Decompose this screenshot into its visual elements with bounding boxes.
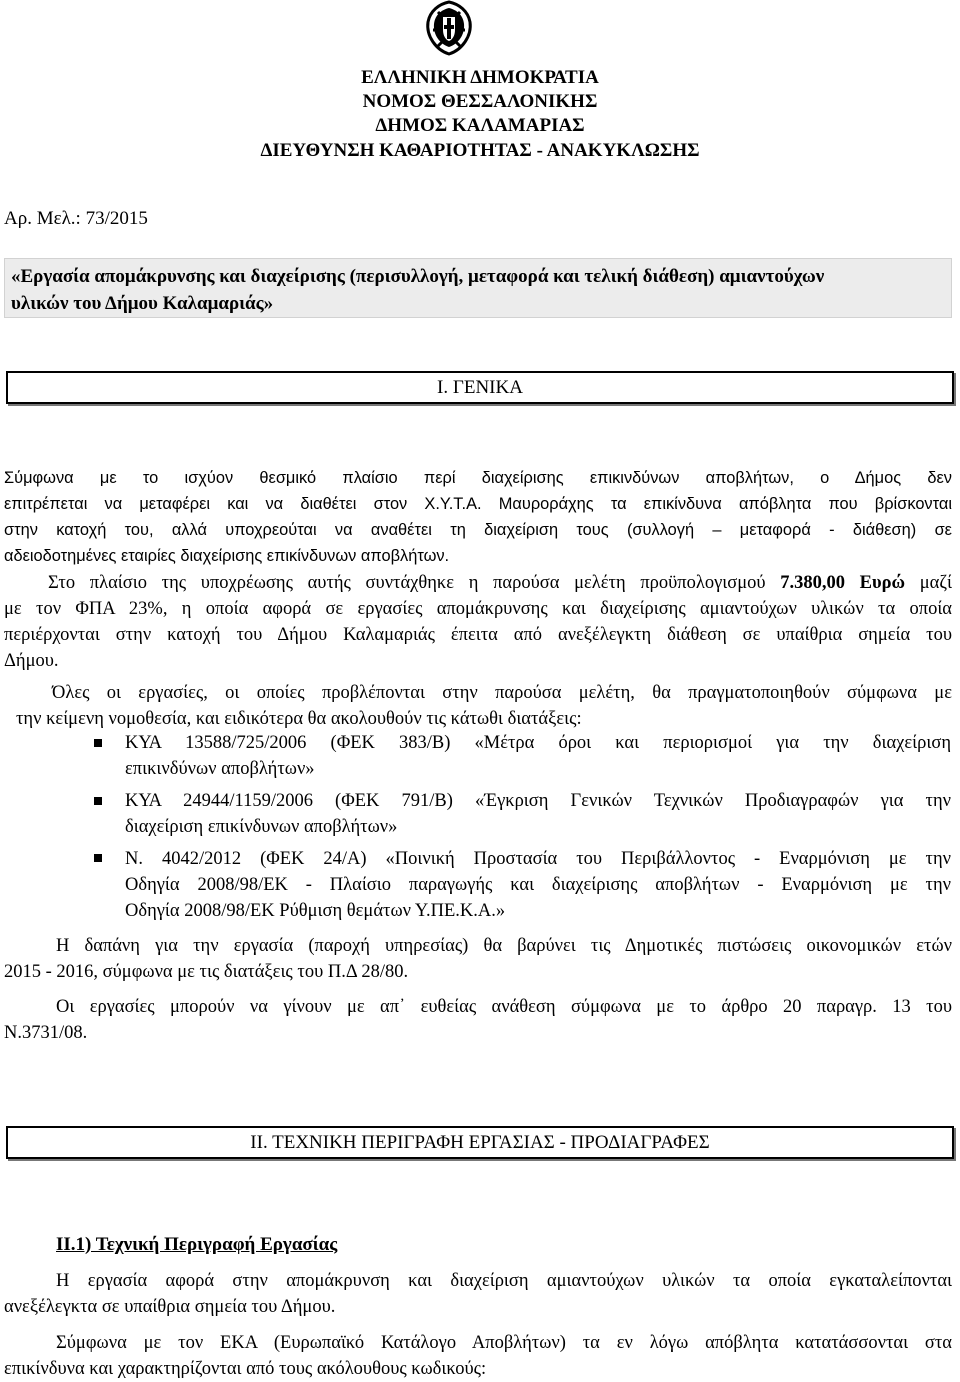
legislation-item-1-line-1: ΚΥΑ 13588/725/2006 (ΦΕΚ 383/Β) «Μέτρα όροι και περιορισμοί για την διαχείριση [125, 733, 951, 753]
s1p4-line-2: 2015 - 2016, σύμφωνα με τις διατάξεις του Π.Δ 28/80. [4, 962, 409, 982]
s1p5-line-2: Ν.3731/08. [4, 1023, 88, 1043]
header-line-4: ΔΙΕΥΘΥΝΣΗ ΚΑΘΑΡΙΟΤΗΤΑΣ - ΑΝΑΚΥΚΛΩΣΗΣ [260, 140, 700, 161]
s2p2-line-2: επικίνδυνα και χαρακτηρίζονται από τους ακόλουθους κωδικούς: [4, 1359, 487, 1379]
bullet-square-icon [94, 854, 102, 862]
section-1-paragraph-4 [4, 933, 952, 985]
s1p1-line-3: στην κατοχή του, αλλά υποχρεούται να αναθέτει τη διαχείριση τους (συλλογή – μεταφορά - διάθεση) σε [4, 521, 952, 539]
s2p2-line-1: Σύμφωνα με τον ΕΚΑ (Ευρωπαϊκό Κατάλογο Αποβλήτων) τα εν λόγω απόβλητα κατατάσσονται στα [56, 1333, 952, 1353]
document-title-box [4, 258, 952, 318]
section-2-paragraph-2 [4, 1330, 952, 1382]
legislation-item-1-line-2: επικινδύνων αποβλήτων» [125, 759, 315, 779]
s1p2-line-2: με τον ΦΠΑ 23%, η οποία αφορά σε εργασίες απομάκρυνσης και διαχείρισης αμιαντούχων υλικών τα οποία [4, 599, 952, 619]
s1p3-line-2: την κείμενη νομοθεσία, και ειδικότερα θα ακολουθούν τις κάτωθι διατάξεις: [16, 709, 582, 729]
s1p4-line-1: Η δαπάνη για την εργασία (παροχή υπηρεσίας) θα βαρύνει τις Δημοτικές πιστώσεις οικονομικών ετών [56, 936, 952, 956]
legislation-item-1 [125, 730, 951, 782]
legislation-item-3-line-3: Οδηγία 2008/98/ΕΚ Ρύθμιση θεμάτων Υ.ΠΕ.Κ.Α.» [125, 901, 506, 921]
bullet-square-icon [94, 739, 102, 747]
legislation-item-2-line-2: διαχείριση επικίνδυνων αποβλήτων» [125, 817, 398, 837]
legislation-item-3 [125, 846, 951, 924]
section-2-subheading: ΙΙ.1) Τεχνική Περιγραφή Εργασίας [56, 1234, 338, 1255]
s1p2-line-1 [4, 570, 952, 596]
legislation-item-3-line-2: Οδηγία 2008/98/ΕΚ - Πλαίσιο παραγωγής και διαχείρισης αποβλήτων - Εναρμόνιση με την [125, 875, 951, 895]
document-title-line-2: υλικών του Δήμου Καλαμαριάς» [11, 293, 274, 314]
header-line-3: ΔΗΜΟΣ ΚΑΛΑΜΑΡΙΑΣ [375, 115, 585, 136]
document-title-line-1: «Εργασία απομάκρυνσης και διαχείρισης (περισυλλογή, μεταφορά και τελική διάθεση) αμιαντούχων [11, 266, 825, 287]
legislation-item-3-line-1: Ν. 4042/2012 (ΦΕΚ 24/Α) «Ποινική Προστασία του Περιβάλλοντος - Εναρμόνιση με την [125, 849, 951, 869]
s1p2-line-3: περιέρχονται στην κατοχή του Δήμου Καλαμαριάς έπειτα από ανεξέλεγκτη διάθεση σε υπαίθρια σημεία του [4, 625, 952, 645]
s1p3-line-1: Όλες οι εργασίες, οι οποίες προβλέπονται στην παρούσα μελέτη, θα πραγματοποιηθούν σύμφωνα με [52, 683, 952, 703]
s1p2-line-4: Δήμου. [4, 651, 59, 671]
s2p1-line-1: Η εργασία αφορά στην απομάκρυνση και διαχείριση αμιαντούχων υλικών τα οποία εγκαταλείπονται [56, 1271, 952, 1291]
section-1-paragraph-3 [16, 680, 952, 732]
s1p1-line-2: επιτρέπεται να μεταφέρει και να διαθέτει στον Χ.Υ.Τ.Α. Μαυροράχης τα επικίνδυνα απόβλητα που βρίσκονται [4, 495, 952, 513]
s1p1-line-1: Σύμφωνα με το ισχύον θεσμικό πλαίσιο περί διαχείρισης επικινδύνων αποβλήτων, ο Δήμος δεν [4, 469, 952, 487]
section-1-paragraph-5 [4, 994, 952, 1046]
legislation-item-2 [125, 788, 951, 840]
s1p1-line-4: αδειοδοτημένες εταιρίες διαχείρισης επικίνδυνων αποβλήτων. [4, 547, 450, 565]
header-line-1: ΕΛΛΗΝΙΚΗ ΔΗΜΟΚΡΑΤΙΑ [361, 67, 599, 88]
s2p1-line-2: ανεξέλεγκτα σε υπαίθρια σημεία του Δήμου. [4, 1297, 336, 1317]
budget-amount: 7.380,00 Ευρώ [780, 573, 906, 593]
s1p5-line-1: Οι εργασίες μπορούν να γίνουν με απ᾽ ευθείας ανάθεση σύμφωνα με το άρθρο 20 παραγρ. 13 του [56, 997, 952, 1017]
section-2-paragraph-1 [4, 1268, 952, 1320]
section-2-heading: ΙΙ. ΤΕΧΝΙΚΗ ΠΕΡΙΓΡΑΦΗ ΕΡΓΑΣΙΑΣ - ΠΡΟΔΙΑΓΡΑΦΕΣ [6, 1126, 954, 1159]
section-1-heading: Ι. ΓΕΝΙΚΑ [6, 371, 954, 404]
legislation-item-2-line-1: ΚΥΑ 24944/1159/2006 (ΦΕΚ 791/Β) «Έγκριση Γενικών Τεχνικών Προδιαγραφών για την [125, 791, 951, 811]
reference-number: Αρ. Μελ.: 73/2015 [4, 208, 148, 229]
section-1-paragraph-2 [4, 570, 952, 674]
section-1-paragraph-1 [4, 465, 952, 569]
s1p2-text-b: μαζί [905, 573, 952, 593]
coat-of-arms-emblem [424, 0, 474, 56]
s1p2-text-a: Στο πλαίσιο της υποχρέωσης αυτής συντάχθηκε η παρούσα μελέτη προϋπολογισμού [48, 573, 781, 593]
header-line-2: ΝΟΜΟΣ ΘΕΣΣΑΛΟΝΙΚΗΣ [362, 91, 598, 112]
bullet-square-icon [94, 797, 102, 805]
